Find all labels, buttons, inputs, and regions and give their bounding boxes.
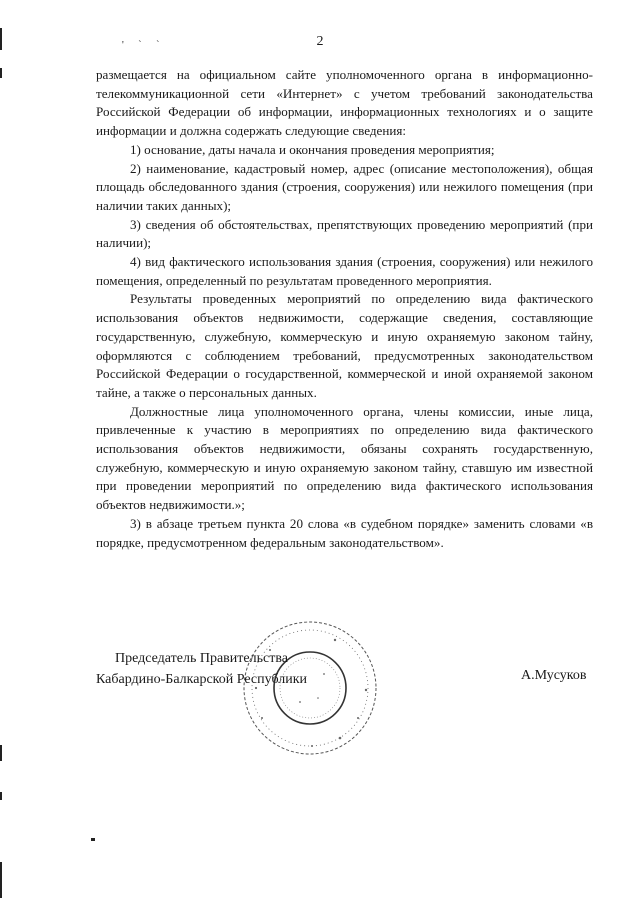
paragraph: 3) в абзаце третьем пункта 20 слова «в судебном порядке» заменить словами «в порядке, предусмотренном федеральным законодательством». — [96, 515, 593, 550]
scan-margin-mark — [0, 68, 2, 78]
body-text — [96, 66, 593, 552]
paragraph: 2) наименование, кадастровый номер, адрес (описание местоположения), общая площадь обследованного здания (строения, сооружения) или нежилого помещения (при наличии таких данных); — [96, 160, 593, 213]
scan-speck — [91, 838, 95, 841]
paragraph: 3) сведения об обстоятельствах, препятствующих проведению мероприятий (при наличии); — [96, 216, 593, 251]
signatory-title-line: Председатель Правительства — [115, 651, 288, 666]
paragraph: размещается на официальном сайте уполномоченного органа в информационно-телекоммуникационной сети «Интернет» с учетом требований законодательства Российской Федерации об информации, информационных технологиях и о защите информации и должна содержать следующие сведения: — [96, 67, 593, 139]
page-number: 2 — [316, 34, 324, 49]
signatory-title — [96, 648, 307, 690]
scan-margin-mark — [0, 862, 2, 898]
scan-margin-mark — [0, 745, 2, 761]
signatory-title-line: Кабардино-Балкарской Республики — [96, 672, 307, 687]
paragraph: Результаты проведенных мероприятий по определению вида фактического использования объектов недвижимости, содержащие сведения, составляющие государственную, служебную, коммерческую и иную охраняемую законом тайну, оформляются с соблюдением требований, предусмотренных законодательством Российской Федерации о государственной, коммерческой и иной охраняемой законом тайне, а также о персональных данных. — [96, 291, 593, 400]
paragraph: 1) основание, даты начала и окончания проведения мероприятия; — [130, 141, 495, 157]
scan-specks: ' ` ` — [122, 40, 166, 51]
signatory-name: А.Мусуков — [521, 668, 587, 683]
paragraph: 4) вид фактического использования здания (строения, сооружения) или нежилого помещения, определенный по результатам проведенного мероприятия. — [96, 254, 593, 288]
scan-margin-mark — [0, 792, 2, 800]
paragraph: Должностные лица уполномоченного органа, члены комиссии, иные лица, привлеченные к участию в мероприятиях по определению вида фактического использования объектов недвижимости, обязаны сохранять государственную, служебную, коммерческую и иную охраняемую законом тайну, ставшую им известной при проведении мероприятий по определению вида фактического использования объектов недвижимости.»; — [96, 403, 593, 513]
